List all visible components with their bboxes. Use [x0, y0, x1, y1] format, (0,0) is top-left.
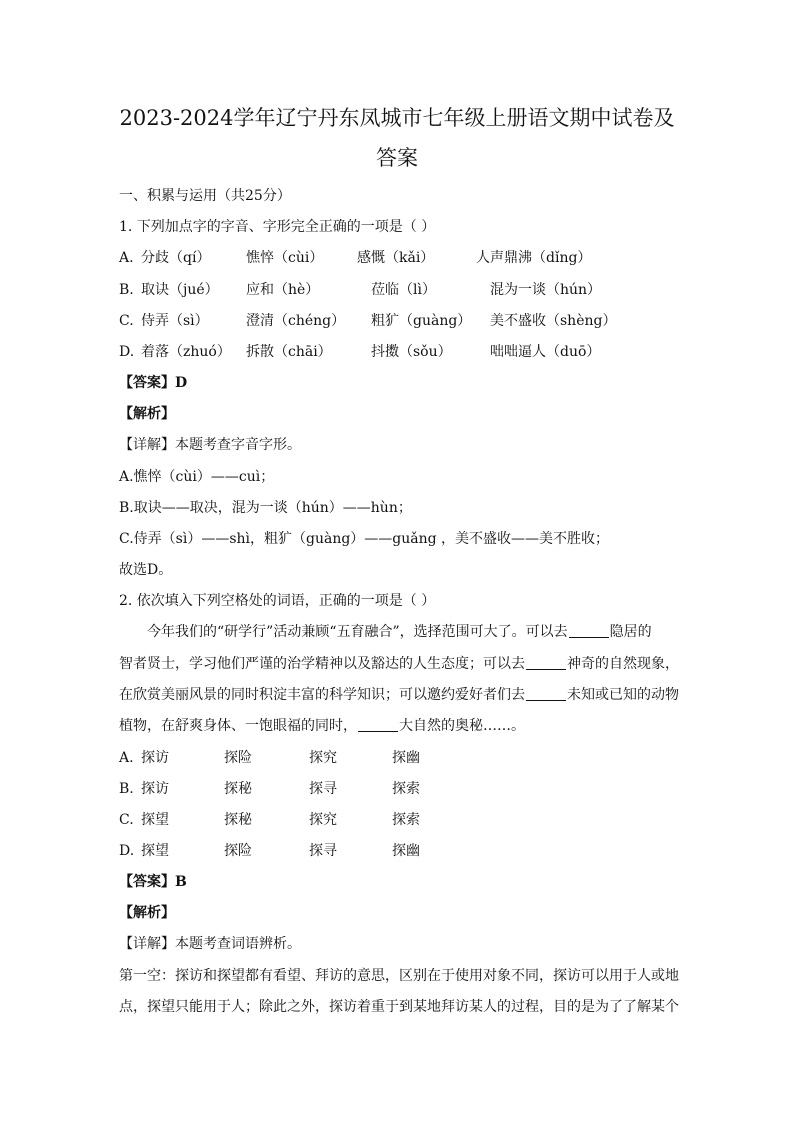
q2-passage-line1: 今年我们的“研学行”活动兼顾“五育融合”，选择范围可大了。可以去 隐居的 [147, 624, 652, 640]
option-label: C. [119, 313, 134, 329]
option-label: B. [119, 282, 134, 298]
q1-analysis-heading: 【解析】 [119, 406, 175, 422]
option-item: 人声鼎沸（dǐng） [476, 250, 592, 266]
option-item: 憔悴（cùi） [246, 250, 324, 266]
option-item: 咄咄逼人（duō） [490, 344, 601, 360]
q1-detail-a: A.憔悴（cùi）——cuì； [119, 469, 275, 485]
q2-explanation-line2: 点，探望只能用于人；除此之外，探访着重于到某地拜访某人的过程，目的是为了了解某个 [119, 999, 679, 1015]
option-item: 粗犷（guàng） [371, 313, 472, 329]
q2-passage-line4: 植物，在舒爽身体、一饱眼福的同时， 大自然的奥秘……。 [119, 718, 525, 734]
option-label: A. [119, 250, 134, 266]
question-2-stem: 2. 依次填入下列空格处的词语，正确的一项是（ ） [119, 593, 436, 609]
option-item: 美不盛收（shèng） [490, 313, 617, 329]
option-item: 着落（zhuó） [141, 344, 231, 360]
option-item: 应和（hè） [246, 282, 320, 298]
fill-blank [358, 717, 398, 732]
option-label: D. [119, 344, 135, 360]
option-item: 抖擞（sǒu） [371, 344, 452, 360]
q2-analysis-heading: 【解析】 [119, 905, 175, 921]
q1-detail: 【详解】本题考查字音字形。 [119, 437, 301, 453]
fill-blank [526, 655, 566, 670]
q1-detail-c: C.侍弄（sì）——shì，粗犷（guàng）——guǎng ，美不盛收——美不胜收； [119, 531, 610, 547]
option-item: 莅临（lì） [371, 282, 436, 298]
option-item: 感慨（kǎi） [357, 250, 435, 266]
q1-detail-b: B.取诀——取决，混为一谈（hún）——hùn； [119, 500, 412, 516]
section-heading: 一、积累与运用（共25分） [119, 188, 291, 204]
q2-explanation-line1: 第一空：探访和探望都有看望、拜访的意思，区别在于使用对象不同，探访可以用于人或地 [119, 968, 679, 984]
fill-blank [526, 686, 566, 701]
document-title-line1: 2023-2024学年辽宁丹东凤城市七年级上册语文期中试卷及 [119, 106, 675, 130]
option-item: 取诀（jué） [141, 282, 219, 298]
q2-passage-line3: 在欣赏美丽风景的同时积淀丰富的科学知识；可以邀约爱好者们去 未知或已知的动物 [119, 687, 679, 703]
q2-answer: 【答案】B [119, 874, 187, 890]
q1-answer: 【答案】D [119, 375, 188, 391]
q1-conclusion: 故选D。 [119, 562, 173, 578]
document-page: 2023-2024学年辽宁丹东凤城市七年级上册语文期中试卷及 答案 一、积累与运用（共25分） 1. 下列加点字的字音、字形完全正确的一项是（ ） A. 分歧（qí） 憔悴（cùi） 感慨（kǎi） 人声鼎沸（dǐng） B. 取诀（jué） 应和（hè） 莅临（lì） 混为一谈（hún） C. 侍弄（sì） 澄清（chéng） 粗犷（guàng） 美不盛收（shèng） D. 着落（zhuó） 拆散（chāi） 抖擞（sǒu） 咄咄逼人（duō） 【答案】D 【解析】 【详解】本题考查字音字形。 A.憔悴（cùi）——cuì； B.取诀——取决，混为一谈（hún）——hùn； C.侍弄（sì）——shì，粗犷（guàng）——guǎng ，美不盛收——美不胜收； 故选D。 2. 依次填入下列空格处的词语，正确的一项是（ ） 今年我们的“研学行”活动兼顾“五育融合”，选择范围可大了。可以去 隐居的 智者贤士，学习他们严谨的治学精神以及豁达的人生态度；可以去 神奇的自然现象， 在欣赏美丽风景的同时积淀丰富的科学知识；可以邀约爱好者们去 未知或已知的动物 植物，在舒爽身体、一饱眼福的同时， 大自然的奥秘……。 A. 探访 探险 探究 探幽 B. 探访 探秘 探寻 探索 C. 探望 探秘 探究 探索 D. 探望 探险 探寻 探幽 【答案】B 【解析】 【详解】本题考查词语辨析。 第一空：探访和探望都有看望、拜访的意思，区别在于使用对象不同，探访可以用于人或地 点，探望只能用于人；除此之外，探访着重于到某地拜访某人的过程，目的是为了了解某个 [0, 0, 794, 1123]
option-item: 拆散（chāi） [246, 344, 332, 360]
question-1-stem: 1. 下列加点字的字音、字形完全正确的一项是（ ） [119, 219, 436, 235]
document-title-line2: 答案 [376, 146, 418, 170]
option-item: 混为一谈（hún） [490, 282, 602, 298]
option-item: 侍弄（sì） [141, 313, 209, 329]
option-item: 分歧（qí） [141, 250, 211, 266]
option-item: 澄清（chéng） [246, 313, 346, 329]
fill-blank [569, 623, 609, 638]
q2-passage-line2: 智者贤士，学习他们严谨的治学精神以及豁达的人生态度；可以去 神奇的自然现象， [119, 656, 679, 672]
q2-detail: 【详解】本题考查词语辨析。 [119, 936, 301, 952]
